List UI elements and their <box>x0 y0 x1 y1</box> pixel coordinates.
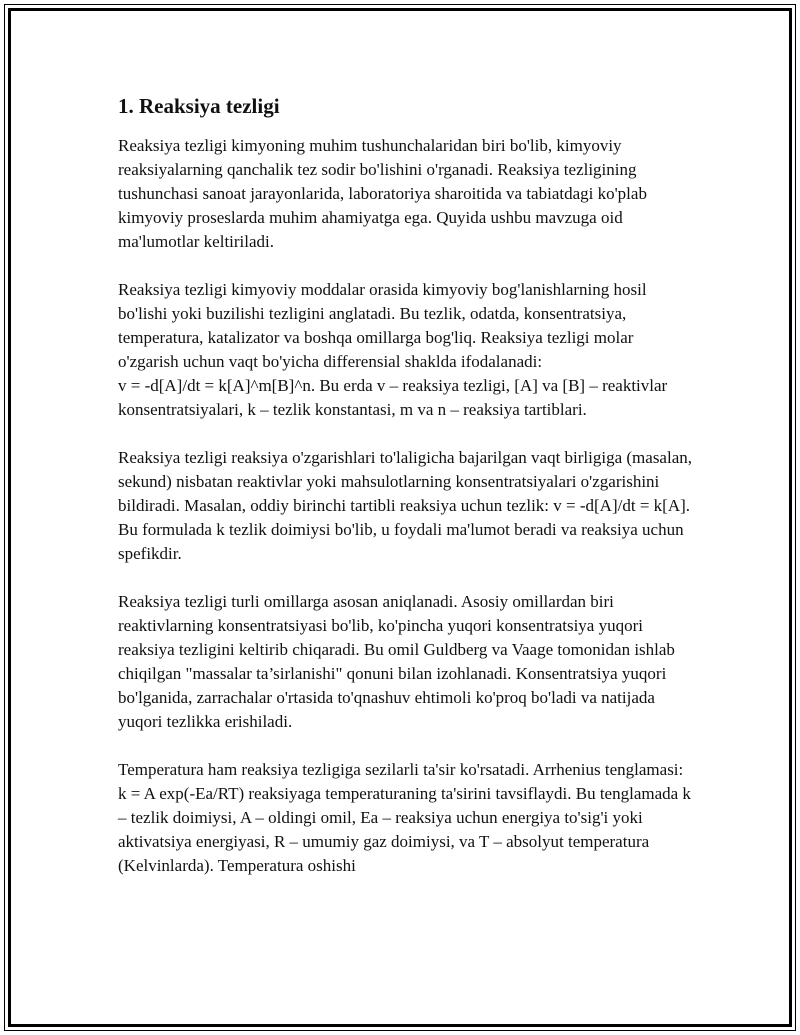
paragraph-intro: Reaksiya tezligi kimyoning muhim tushunchalaridan biri bo'lib, kimyoviy reaksiyalarning qanchalik tez sodir bo'lishini o'rganadi. Reaksiya tezligining tushunchasi sanoat jarayonlarida, laboratoriya sharoitida va tabiatdagi ko'plab kimyoviy proseslarda muhim ahamiyatga ega. Quyida ushbu mavzuga oid ma'lumotlar keltiriladi. <box>118 136 647 251</box>
paragraph-rate-change: Reaksiya tezligi reaksiya o'zgarishlari to'laligicha bajarilgan vaqt birligiga (masalan, sekund) nisbatan reaktivlar yoki mahsulotlarning konsentratsiyalari o'zgarishini bildiradi. Masalan, oddiy birinchi tartibli reaksiya uchun tezlik: v = -d[A]/dt = k[A]. Bu formulada k tezlik doimiysi bo'lib, u foydali ma'lumot beradi va reaksiya uchun spefikdir. <box>118 448 692 563</box>
paragraph-definition: Reaksiya tezligi kimyoviy moddalar orasida kimyoviy bog'lanishlarning hosil bo'lishi yoki buzilishi tezligini anglatadi. Bu tezlik, odatda, konsentratsiya, temperatura, katalizator va boshqa omillarga bog'liq. Reaksiya tezligi molar o'zgarish uchun vaqt bo'yicha differensial shaklda ifodalanadi: v = -d[A]/dt = k[A]^m[B]^n. Bu erda v – reaksiya tezligi, [A] va [B] – reaktivlar konsentratsiyalari, k – tezlik konstantasi, m va n – reaksiya tartiblari. <box>118 280 668 419</box>
paragraph-temperature: Temperatura ham reaksiya tezligiga sezilarli ta'sir ko'rsatadi. Arrhenius tenglamasi: k = A exp(-Ea/RT) reaksiyaga temperaturaning ta'sirini tavsiflaydi. Bu tenglamada k – tezlik doimiysi, A – oldingi omil, Ea – reaksiya uchun energiya to'sig'i yoki aktivatsiya energiyasi, R – umumiy gaz doimiysi, va T – absolyut temperatura (Kelvinlarda). Temperatura oshishi <box>118 760 691 875</box>
document-body <box>118 90 693 902</box>
paragraph-concentration: Reaksiya tezligi turli omillarga asosan aniqlanadi. Asosiy omillardan biri reaktivlarning konsentratsiyasi bo'lib, ko'pincha yuqori konsentratsiya yuqori reaksiya tezligini keltirib chiqaradi. Bu omil Guldberg va Vaage tomonidan ishlab chiqilgan "massalar ta’sirlanishi" qonuni bilan izohlanadi. Konsentratsiya yuqori bo'lganida, zarrachalar o'rtasida to'qnashuv ehtimoli ko'proq bo'ladi va natijada yuqori tezlikka erishiladi. <box>118 592 675 731</box>
section-heading: 1. Reaksiya tezligi <box>118 94 280 118</box>
